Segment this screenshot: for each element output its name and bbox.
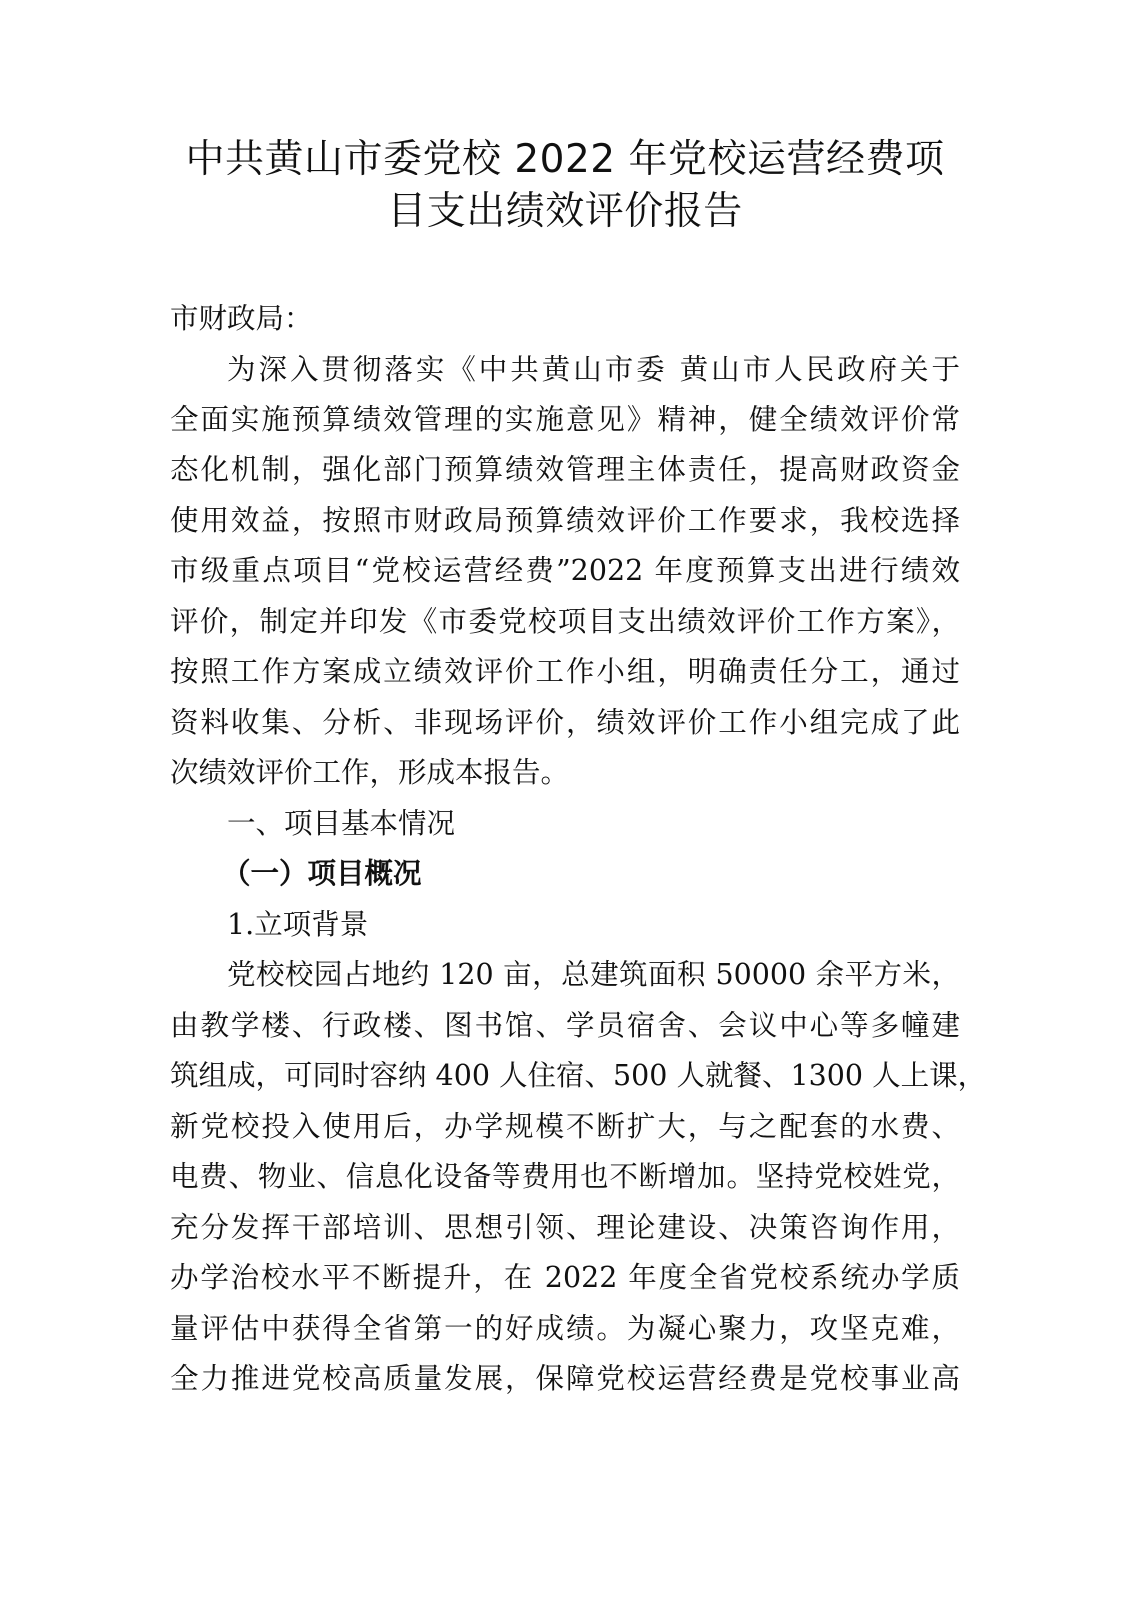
section-heading-3: 1.立项背景 (227, 908, 369, 941)
body-line-4: 新党校投入使用后，办学规模不断扩大，与之配套的水费、 (170, 1110, 960, 1143)
intro-line-9: 次绩效评价工作，形成本报告。 (170, 756, 570, 789)
report-title (150, 134, 980, 238)
body-line-7: 办学治校水平不断提升，在 2022 年度全省党校系统办学质 (170, 1261, 960, 1294)
intro-line-3: 态化机制，强化部门预算绩效管理主体责任，提高财政资金 (170, 453, 960, 486)
body-line-3: 筑组成，可同时容纳 400 人住宿、500 人就餐、1300 人上课， (170, 1059, 987, 1092)
intro-line-5: 市级重点项目“党校运营经费”2022 年度预算支出进行绩效 (170, 554, 960, 587)
body-line-9: 全力推进党校高质量发展，保障党校运营经费是党校事业高 (170, 1362, 960, 1395)
report-title-line-1: 中共黄山市委党校 2022 年党校运营经费项 (185, 137, 945, 182)
body-line-1: 党校校园占地约 120 亩，总建筑面积 50000 余平方米， (227, 958, 960, 991)
section-heading-1: 一、项目基本情况 (227, 807, 456, 840)
body-line-8: 量评估中获得全省第一的好成绩。为凝心聚力，攻坚克难， (170, 1312, 960, 1345)
intro-line-7: 按照工作方案成立绩效评价工作小组，明确责任分工，通过 (170, 655, 960, 688)
report-title-line-2: 目支出绩效评价报告 (387, 189, 743, 234)
body-line-6: 充分发挥干部培训、思想引领、理论建设、决策咨询作用， (170, 1211, 960, 1244)
intro-line-8: 资料收集、分析、非现场评价，绩效评价工作小组完成了此 (170, 706, 960, 739)
intro-line-1: 为深入贯彻落实《中共黄山市委 黄山市人民政府关于 (227, 353, 960, 386)
intro-line-4: 使用效益，按照市财政局预算绩效评价工作要求，我校选择 (170, 504, 960, 537)
intro-line-6: 评价，制定并印发《市委党校项目支出绩效评价工作方案》， (170, 605, 960, 638)
body-line-2: 由教学楼、行政楼、图书馆、学员宿舍、会议中心等多幢建 (170, 1009, 960, 1042)
section-heading-2: （一）项目概况 (222, 857, 422, 890)
body-line-5: 电费、物业、信息化设备等费用也不断增加。坚持党校姓党， (170, 1160, 960, 1193)
intro-line-2: 全面实施预算绩效管理的实施意见》精神，健全绩效评价常 (170, 403, 960, 436)
salutation: 市财政局： (170, 302, 313, 335)
